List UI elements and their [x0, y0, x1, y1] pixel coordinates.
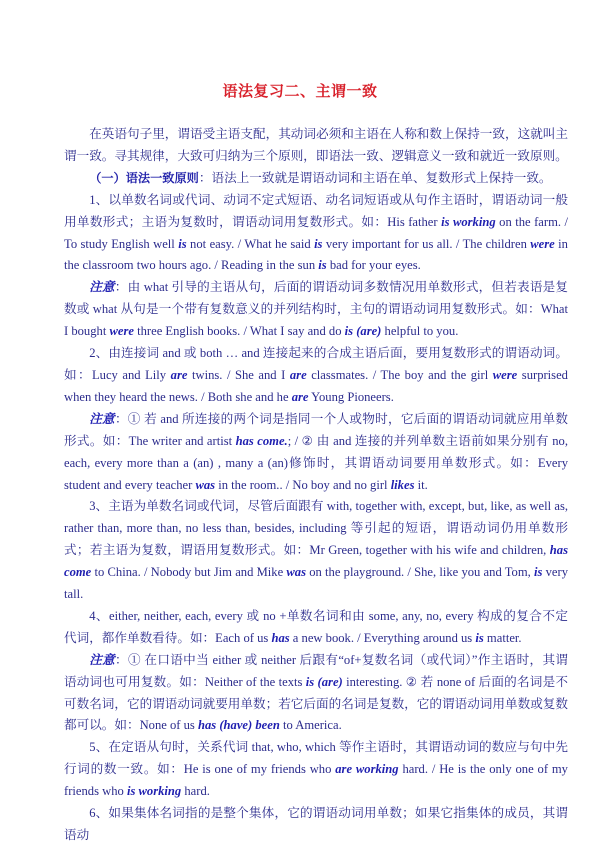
note-label: 注意 — [89, 652, 116, 667]
rule-text: 3、主语为单数名词或代词，尽管后面跟有 with, together with, except, but, like, as well as, rather than, more than, no less than, besides, including 等引起的短语，谓语动词仍用单数形式；若主语为复数，谓语用复数形式。如：Mr Green, together with his wife and children, — [64, 499, 568, 558]
emphasized-verb: is — [178, 236, 187, 251]
emphasized-verb: has come — [64, 543, 568, 580]
rule-text: in the classroom two hours ago. / Reading in the sun — [64, 236, 568, 273]
rule-text: 2、由连接词 and 或 both … and 连接起来的合成主语后面，要用复数形式的谓语动词。如：Lucy and Lily — [64, 346, 568, 382]
emphasized-verb: is — [475, 630, 484, 645]
rule-text: ：由 what 引导的主语从句，后面的谓语动词多数情况用单数形式，但若表语是复数或 what 从句是一个带有复数意义的并列结构时，主句的谓语动词用复数形式。如：What I bought — [64, 280, 568, 339]
rule-text: ：① 若 and 所连接的两个词是指同一个人或物时，它后面的谓语动词就应用单数形式。如：The writer and artist — [64, 411, 568, 448]
rule-text: matter. — [483, 630, 522, 645]
rule-text: a new book. / Everything around us — [289, 630, 476, 645]
intro-paragraph: 在英语句子里，谓语受主语支配，其动词必须和主语在人称和数上保持一致，这就叫主谓一致。寻其规律，大致可归纳为三个原则，即语法一致、逻辑意义一致和就近一致原则。 — [64, 127, 568, 163]
rule-text: helpful to you. — [381, 324, 459, 339]
page-title: 语法复习二、主谓一致 — [222, 82, 378, 100]
rule-text: on the playground. / She, like you and Tom, — [306, 565, 534, 580]
emphasized-verb: has come. — [235, 433, 288, 448]
rule-text: very important for us all. / The children — [322, 236, 531, 251]
emphasized-verb: is — [534, 565, 543, 580]
section-1-text: ：语法上一致就是谓语动词和主语在单、复数形式上保持一致。 — [198, 170, 552, 185]
rule-text: surprised when they heard the news. / Both she and he — [64, 367, 568, 404]
rule-paragraph-4 — [64, 606, 568, 650]
rule-text: it. — [414, 477, 428, 492]
rule-text: ：① 在口语中当 either 或 neither 后跟有“of+复数名词（或代词）”作主语时，其谓语动词也可用复数。如：Neither of the texts — [64, 652, 568, 689]
rule-text: twins. / She and I — [187, 367, 290, 382]
rule-text: ; / ② 由 and 连接的并列单数主语前如果分别有 no, each, every more than a (an) , many a (an)修饰时，其谓语动词要用单数形式。如：Every student and every teacher — [64, 433, 568, 492]
rule-text: on the farm. / To study English well — [64, 214, 569, 251]
rule-text: hard. — [181, 784, 210, 799]
rule-text: in the room.. / No boy and no girl — [215, 477, 391, 492]
section-1-paragraph — [64, 168, 568, 190]
rule-text: Young Pioneers. — [308, 389, 394, 404]
rule-text: three English books. / What I say and do — [133, 324, 345, 339]
rules-list — [64, 190, 568, 847]
rule-paragraph-5 — [64, 737, 568, 803]
emphasized-verb: was — [195, 477, 216, 492]
rule-text: very tall. — [64, 565, 569, 602]
emphasized-verb: is working — [126, 784, 182, 799]
note-paragraph — [64, 650, 568, 738]
rule-paragraph-1 — [64, 190, 568, 278]
emphasized-verb: are — [289, 367, 307, 382]
emphasized-verb: is (are) — [305, 674, 343, 689]
emphasized-verb: was — [286, 565, 307, 580]
emphasized-verb: has — [271, 630, 290, 645]
rule-text: not easy. / What he said — [186, 236, 315, 251]
emphasized-verb: were — [109, 324, 134, 339]
emphasized-verb: are working — [335, 762, 399, 777]
emphasized-verb: has (have) been — [197, 718, 280, 733]
note-label: 注意 — [89, 411, 115, 426]
rule-paragraph-3 — [64, 496, 568, 606]
emphasized-verb: is — [318, 258, 327, 273]
rule-text: 5、在定语从句时，关系代词 that, who, which 等作主语时，其谓语动词的数应与句中先行词的数一致。如：He is one of my friends who — [64, 740, 568, 777]
rule-text: to China. / Nobody but Jim and Mike — [91, 565, 287, 580]
rule-text: to America. — [279, 718, 342, 733]
emphasized-verb: is — [314, 236, 323, 251]
emphasized-verb: are — [291, 389, 309, 404]
rule-text: 1、以单数名词或代词、动词不定式短语、动名词短语或从句作主语时，谓语动词一般用单数形式；主语为复数时，谓语动词用复数形式。如：His father — [64, 192, 568, 229]
note-paragraph — [64, 409, 568, 497]
rule-paragraph-6 — [64, 803, 568, 847]
rule-text: bad for your eyes. — [326, 258, 421, 273]
note-paragraph — [64, 277, 568, 343]
rule-text: classmates. / The boy and the girl — [306, 367, 493, 382]
section-1-heading: （一）语法一致原则 — [89, 170, 199, 185]
document-body — [64, 124, 568, 847]
emphasized-verb: were — [492, 367, 518, 382]
emphasized-verb: are — [170, 367, 188, 382]
rule-text: 6、如果集体名词指的是整个集体，它的谓语动词用单数；如果它指集体的成员，其谓语动 — [64, 806, 568, 842]
rule-text: hard. / He is the only one of my friends who — [64, 762, 568, 799]
emphasized-verb: were — [530, 236, 555, 251]
rule-text: 4、either, neither, each, every 或 no +单数名词和由 some, any, no, every 构成的复合不定代词，都作单数看待。如：Each of us — [64, 608, 568, 645]
rule-paragraph-2 — [64, 343, 568, 409]
emphasized-verb: likes — [390, 477, 415, 492]
emphasized-verb: is (are) — [344, 324, 382, 339]
emphasized-verb: is working — [441, 214, 496, 229]
rule-text: interesting. ② 若 none of 后面的名词是不可数名词，它的谓语动词就要用单数；若它后面的名词是复数，它的谓语动词用单数或复数都可以。如：None of us — [64, 674, 568, 733]
note-label: 注意 — [89, 280, 115, 295]
